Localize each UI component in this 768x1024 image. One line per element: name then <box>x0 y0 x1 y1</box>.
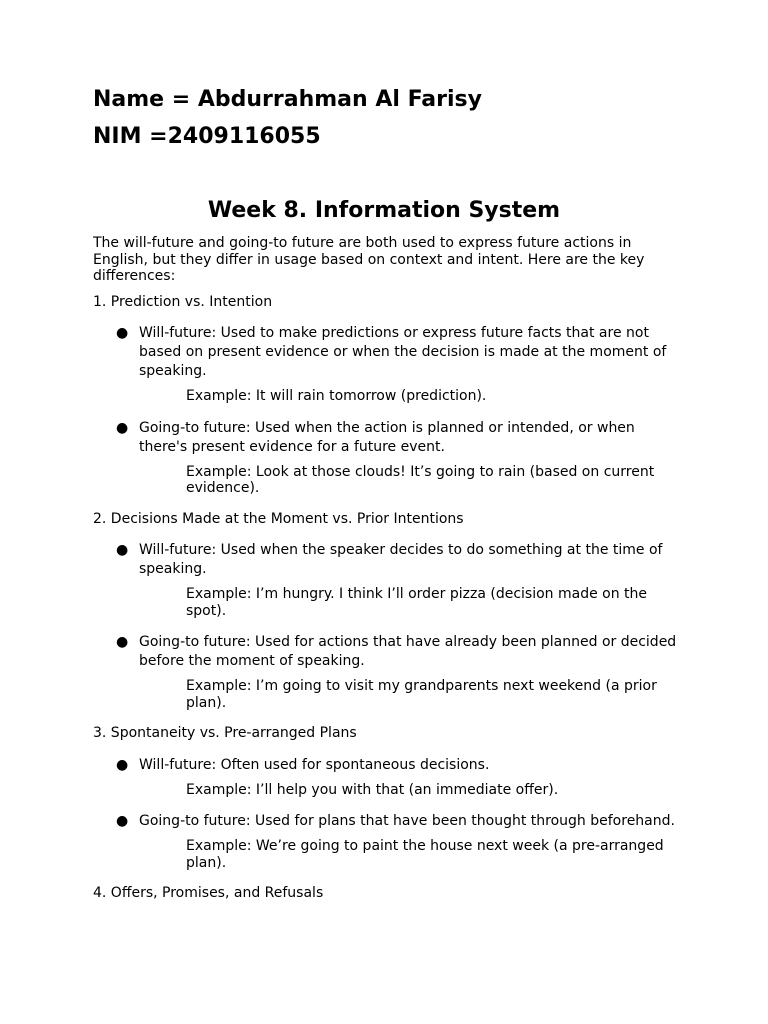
example-text: Example: It will rain tomorrow (prediction). <box>186 388 487 404</box>
example-text: Example: We’re going to paint the house next week (a pre-arranged plan). <box>186 838 664 871</box>
student-name: Name = Abdurrahman Al Farisy <box>93 87 482 112</box>
student-nim: NIM =2409116055 <box>93 124 321 149</box>
list-item-text: Will-future: Often used for spontaneous decisions. <box>139 756 490 773</box>
list-item <box>93 419 683 457</box>
intro-paragraph: The will-future and going-to future are both used to express future actions in English, but they differ in usage based on context and intent. Here are the key differences: <box>93 235 645 284</box>
list-item-text: Will-future: Used to make predictions or express future facts that are not based on present evidence or when the decision is made at the moment of speaking. <box>139 325 667 379</box>
example-text: Example: I’m going to visit my grandparents next weekend (a prior plan). <box>186 678 657 711</box>
list-item <box>93 756 683 775</box>
bullet-icon: ● <box>116 756 129 773</box>
list-item <box>93 633 683 671</box>
bullet-icon: ● <box>116 325 129 341</box>
bullet-icon: ● <box>116 542 129 558</box>
document-body <box>93 235 683 916</box>
section-heading-3: 3. Spontaneity vs. Pre-arranged Plans <box>93 725 357 741</box>
section-heading-2: 2. Decisions Made at the Moment vs. Prior Intentions <box>93 510 464 527</box>
bullet-icon: ● <box>116 813 129 829</box>
bullet-icon: ● <box>116 634 129 650</box>
list-item <box>93 812 683 831</box>
section-heading-1: 1. Prediction vs. Intention <box>93 293 273 310</box>
example-text: Example: I’ll help you with that (an immediate offer). <box>186 781 559 798</box>
list-item <box>93 541 683 579</box>
list-item-text: Going-to future: Used when the action is planned or intended, or when there's present evidence for a future event. <box>139 419 635 455</box>
document-title: Week 8. Information System <box>207 198 561 223</box>
list-item <box>93 324 683 381</box>
bullet-icon: ● <box>116 419 129 436</box>
example-text: Example: Look at those clouds! It’s going to rain (based on current evidence). <box>186 463 655 496</box>
list-item-text: Going-to future: Used for plans that have been thought through beforehand. <box>139 813 675 829</box>
example-text: Example: I’m hungry. I think I’ll order pizza (decision made on the spot). <box>186 586 648 619</box>
section-heading-4: 4. Offers, Promises, and Refusals <box>93 885 324 901</box>
list-item-text: Will-future: Used when the speaker decides to do something at the time of speaking. <box>139 542 663 577</box>
list-item-text: Going-to future: Used for actions that have already been planned or decided before the moment of speaking. <box>139 634 677 669</box>
